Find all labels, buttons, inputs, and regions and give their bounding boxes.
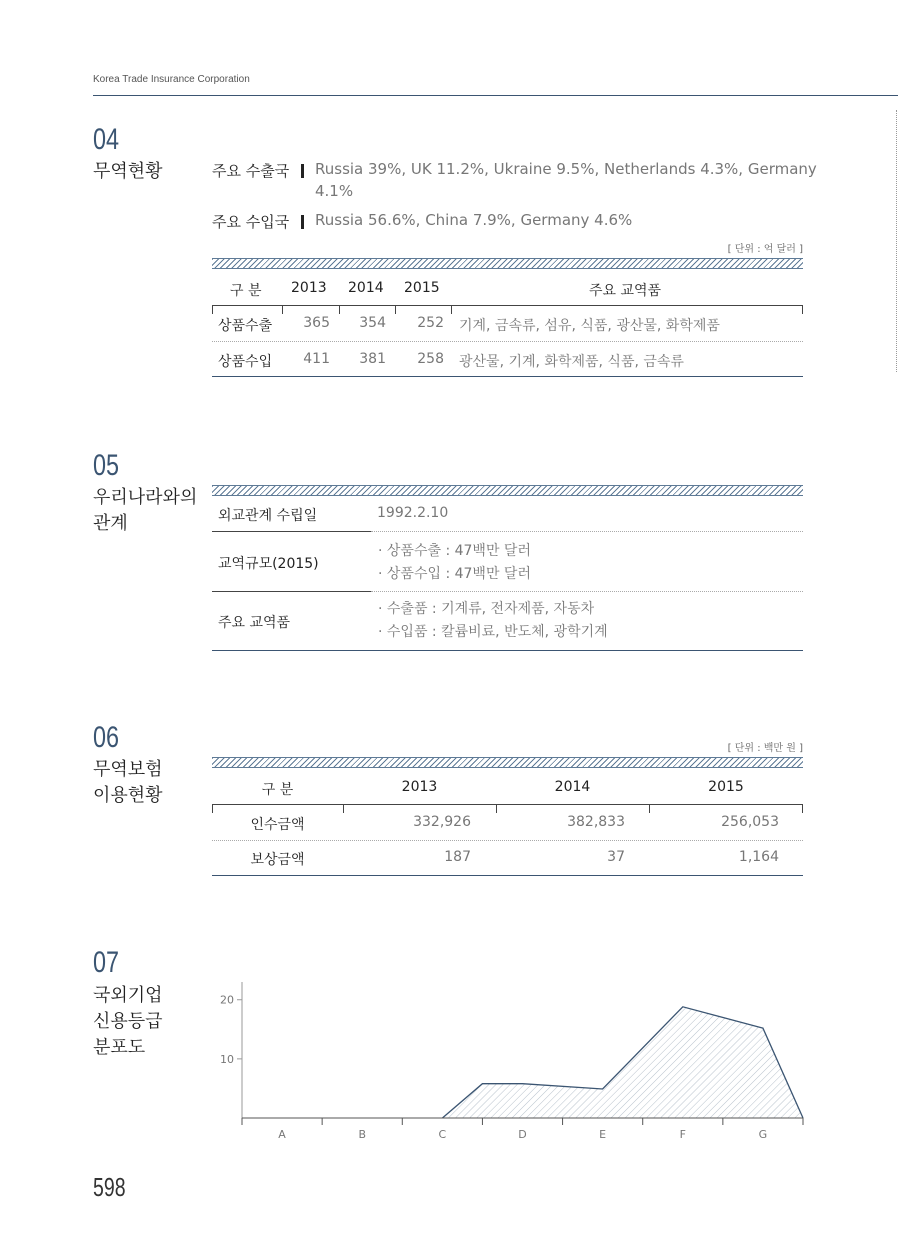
sec04-cell: 411 xyxy=(303,351,330,367)
sec05-label-rule xyxy=(212,531,371,532)
import-country-label: 주요 수입국 xyxy=(212,213,290,231)
sec06-cell: 332,926 xyxy=(413,814,471,830)
sec06-cell: 187 xyxy=(444,849,471,865)
header-org: Korea Trade Insurance Corporation xyxy=(93,74,250,85)
header-rule xyxy=(93,95,898,96)
chart-y-ticks xyxy=(220,994,242,1066)
section-05-title-line2: 관계 xyxy=(93,513,128,534)
export-country-text xyxy=(315,158,817,202)
sec04-cell: 258 xyxy=(417,351,444,367)
chart-x-tick-label: E xyxy=(599,1128,607,1141)
sec06-tick xyxy=(212,804,213,813)
chart-x-tick-label: C xyxy=(438,1128,447,1141)
sec04-row-divider xyxy=(212,341,803,342)
sec06-tick xyxy=(496,804,497,813)
section-06-title xyxy=(93,757,163,809)
section-06-title-line1: 무역보험 xyxy=(93,759,163,780)
chart-x-tick-label: F xyxy=(679,1128,686,1141)
sec05-table-bottom xyxy=(212,650,803,651)
sec05-row-value: 1992.2.10 xyxy=(377,505,449,521)
sec04-cell: 381 xyxy=(359,351,386,367)
section-04-number: 04 xyxy=(93,123,120,156)
sec06-tick xyxy=(649,804,650,813)
sec06-row-label: 인수금액 xyxy=(250,817,305,833)
sec05-table-hatch xyxy=(212,485,803,496)
sec04-row-label: 상품수출 xyxy=(218,318,273,334)
sec04-header-2015: 2015 xyxy=(404,280,440,296)
export-country-label: 주요 수출국 xyxy=(212,162,290,180)
sec04-unit: [ 단위 : 억 달러 ] xyxy=(727,244,803,255)
sec05-row-value: · 상품수출 : 47백만 달러 xyxy=(378,543,531,559)
credit-rating-distribution-chart xyxy=(200,970,820,1150)
import-country-text: Russia 56.6%, China 7.9%, Germany 4.6% xyxy=(315,211,633,229)
sec05-row-label: 교역규모(2015) xyxy=(218,556,319,572)
sec05-label-rule xyxy=(212,591,371,592)
sec04-tick xyxy=(339,305,340,314)
sec05-row-divider xyxy=(371,591,803,592)
sec06-cell: 382,833 xyxy=(567,814,625,830)
sec04-tick xyxy=(451,305,452,314)
sec04-header-items: 주요 교역품 xyxy=(589,283,662,299)
import-divider xyxy=(301,215,304,229)
export-divider xyxy=(301,164,304,178)
export-text-line2: 4.1% xyxy=(315,182,354,200)
sec06-header-2014: 2014 xyxy=(554,779,591,795)
sec04-tick xyxy=(802,305,803,314)
sec04-table-hatch xyxy=(212,258,803,269)
sec04-row-label: 상품수입 xyxy=(218,354,273,370)
section-05-title-line1: 우리나라와의 xyxy=(93,487,198,508)
sec05-row-value: · 수입품 : 칼륨비료, 반도체, 광학기계 xyxy=(378,624,608,640)
sec04-tick xyxy=(395,305,396,314)
chart-x-ticks xyxy=(242,1118,803,1141)
sec06-unit: [ 단위 : 백만 원 ] xyxy=(727,743,803,754)
chart-x-tick-label: B xyxy=(358,1128,366,1141)
chart-x-tick-label: A xyxy=(278,1128,286,1141)
sec04-header-category: 구 분 xyxy=(230,283,262,299)
sec06-header-rule xyxy=(212,804,803,805)
sec06-tick xyxy=(343,804,344,813)
sec04-header-rule xyxy=(212,305,803,306)
sec06-header-category: 구 분 xyxy=(261,782,294,798)
section-07-title-line3: 분포도 xyxy=(93,1037,146,1058)
section-07-title-line1: 국외기업 xyxy=(93,985,163,1006)
section-07-title-line2: 신용등급 xyxy=(93,1011,163,1032)
chart-y-tick-label: 10 xyxy=(220,1052,234,1066)
sec04-cell: 광산물, 기계, 화학제품, 식품, 금속류 xyxy=(459,354,684,370)
section-07-number: 07 xyxy=(93,946,120,979)
section-04-title: 무역현황 xyxy=(93,161,163,182)
sec04-tick xyxy=(212,305,213,314)
section-07-title xyxy=(93,983,163,1061)
page-number: 598 xyxy=(93,1172,126,1202)
sec06-row-label: 보상금액 xyxy=(250,852,305,868)
sec06-cell: 1,164 xyxy=(738,849,779,865)
sec06-header-2013: 2013 xyxy=(401,779,438,795)
sec06-table-hatch xyxy=(212,757,803,768)
sec06-row-divider xyxy=(212,840,803,841)
chart-y-tick-label: 20 xyxy=(220,993,234,1007)
section-06-title-line2: 이용현황 xyxy=(93,785,163,806)
sec05-row-value: · 수출품 : 기계류, 전자제품, 자동차 xyxy=(378,601,595,617)
sec05-row-divider xyxy=(371,531,803,532)
section-06-number: 06 xyxy=(93,721,120,754)
sec04-header-2014: 2014 xyxy=(348,280,384,296)
chart-x-tick-label: G xyxy=(758,1128,768,1141)
sec04-table-bottom xyxy=(212,376,803,377)
chart-x-tick-label: D xyxy=(518,1128,527,1141)
sec04-cell: 252 xyxy=(417,315,444,331)
sec06-cell: 256,053 xyxy=(721,814,779,830)
sec04-tick xyxy=(282,305,283,314)
sec05-row-label: 외교관계 수립일 xyxy=(218,508,318,524)
sec05-row-label: 주요 교역품 xyxy=(218,615,291,631)
sec06-header-2015: 2015 xyxy=(708,779,744,795)
section-05-number: 05 xyxy=(93,449,120,482)
sec06-tick xyxy=(802,804,803,813)
sec04-cell: 354 xyxy=(359,315,386,331)
sec04-cell: 기계, 금속류, 섬유, 식품, 광산물, 화학제품 xyxy=(459,318,720,334)
sec04-header-2013: 2013 xyxy=(291,280,327,296)
side-dotted-rule xyxy=(896,110,897,372)
sec06-cell: 37 xyxy=(607,849,625,865)
sec06-table-bottom xyxy=(212,875,803,876)
sec04-cell: 365 xyxy=(303,315,330,331)
sec05-row-value: · 상품수입 : 47백만 달러 xyxy=(378,566,531,582)
section-05-title xyxy=(93,485,197,537)
chart-area-fill xyxy=(442,1007,803,1118)
export-text-line1: Russia 39%, UK 11.2%, Ukraine 9.5%, Netherlands 4.3%, Germany xyxy=(315,160,817,178)
